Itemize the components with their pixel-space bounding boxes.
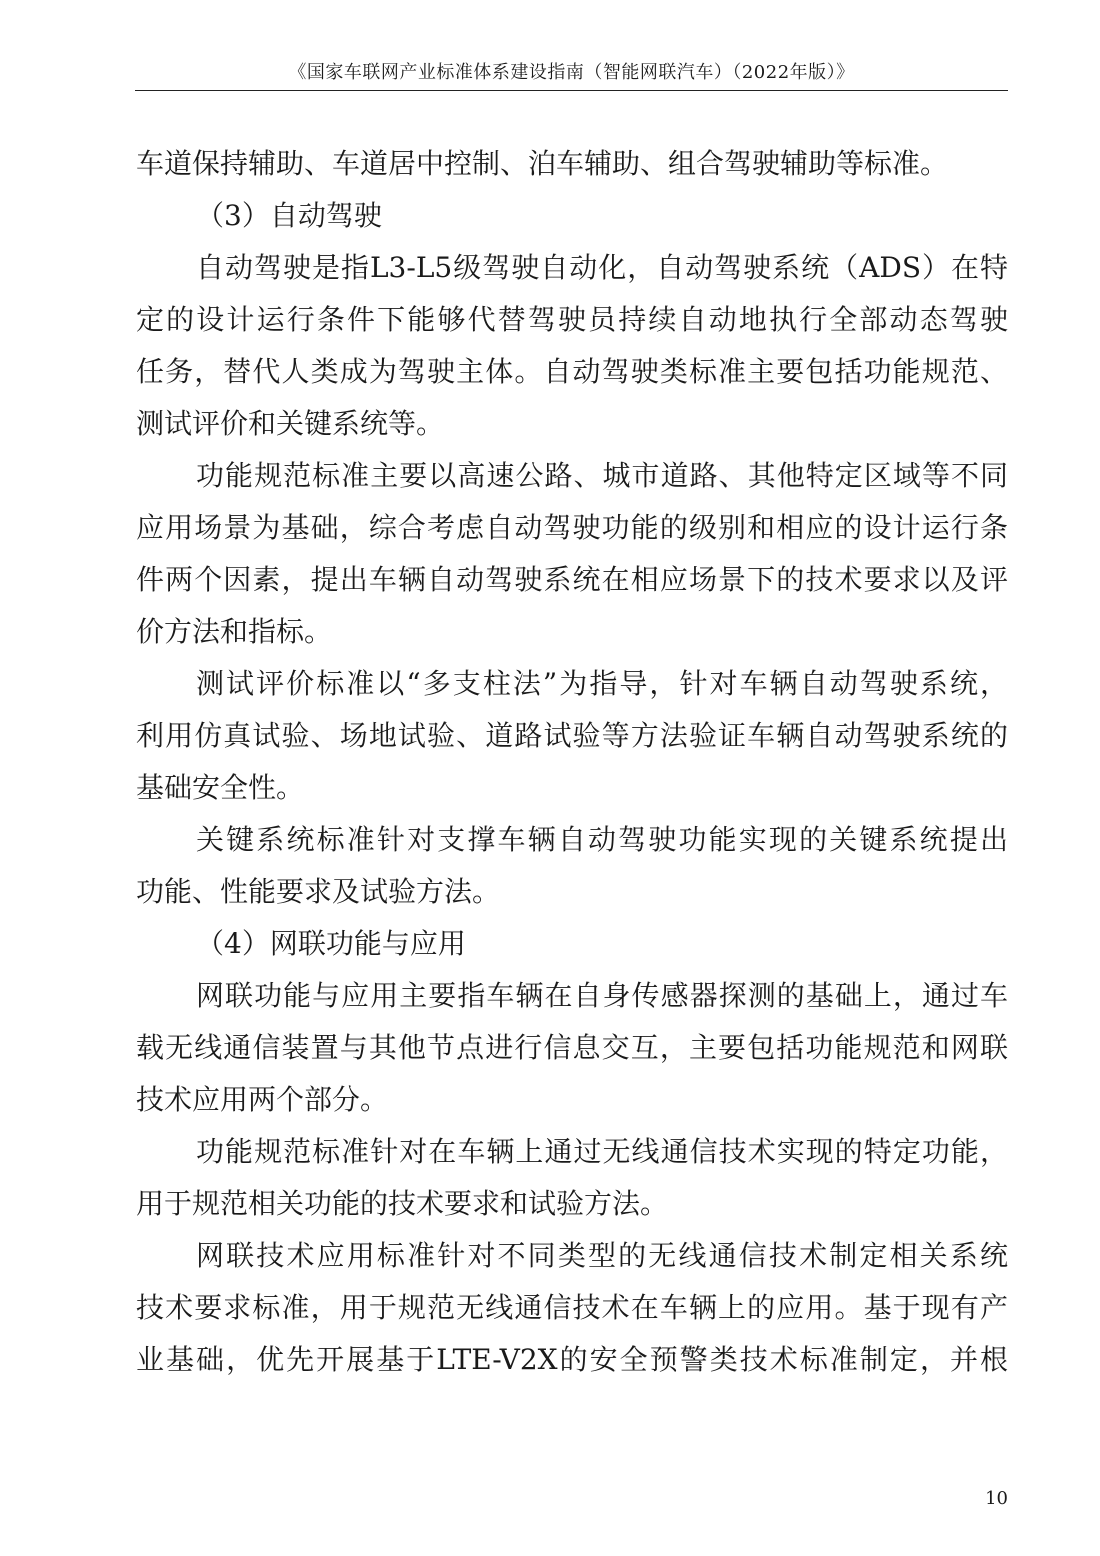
page-number: 10 [985, 1488, 1008, 1509]
paragraph-line: 载无线通信装置与其他节点进行信息交互，主要包括功能规范和网联 [136, 1031, 1008, 1064]
paragraph-line: 任务，替代人类成为驾驶主体。自动驾驶类标准主要包括功能规范、 [136, 355, 1008, 388]
paragraph-line: 网联技术应用标准针对不同类型的无线通信技术制定相关系统 [196, 1239, 1008, 1272]
paragraph-line: 价方法和指标。 [136, 615, 333, 648]
paragraph-line: 基础安全性。 [136, 771, 305, 804]
paragraph-line: 用于规范相关功能的技术要求和试验方法。 [136, 1187, 669, 1220]
section-heading-connected-functions: （4）网联功能与应用 [196, 927, 466, 960]
running-header: 《国家车联网产业标准体系建设指南（智能网联汽车）（2022年版）》 [288, 62, 855, 83]
paragraph-line: 测试评价标准以“多支柱法”为指导，针对车辆自动驾驶系统， [196, 667, 1008, 700]
paragraph-line: 功能、性能要求及试验方法。 [136, 875, 501, 908]
paragraph-line: 自动驾驶是指L3-L5级驾驶自动化，自动驾驶系统（ADS）在特 [196, 251, 1008, 284]
paragraph-line: 应用场景为基础，综合考虑自动驾驶功能的级别和相应的设计运行条 [136, 511, 1008, 544]
paragraph-line: 车道保持辅助、车道居中控制、泊车辅助、组合驾驶辅助等标准。 [136, 147, 949, 180]
paragraph-line: 网联功能与应用主要指车辆在自身传感器探测的基础上，通过车 [196, 979, 1008, 1012]
paragraph-line: 定的设计运行条件下能够代替驾驶员持续自动地执行全部动态驾驶 [136, 303, 1008, 336]
paragraph-line: 功能规范标准针对在车辆上通过无线通信技术实现的特定功能， [196, 1135, 1008, 1168]
paragraph-line: 技术要求标准，用于规范无线通信技术在车辆上的应用。基于现有产 [136, 1291, 1008, 1324]
paragraph-line: 关键系统标准针对支撑车辆自动驾驶功能实现的关键系统提出 [196, 823, 1008, 856]
paragraph-line: 业基础，优先开展基于LTE-V2X的安全预警类技术标准制定，并根 [136, 1343, 1008, 1376]
paragraph-line: 件两个因素，提出车辆自动驾驶系统在相应场景下的技术要求以及评 [136, 563, 1008, 596]
paragraph-line: 测试评价和关键系统等。 [136, 407, 445, 440]
header-rule [135, 90, 1008, 91]
paragraph-line: 功能规范标准主要以高速公路、城市道路、其他特定区域等不同 [196, 459, 1008, 492]
section-heading-autonomous-driving: （3）自动驾驶 [196, 199, 382, 232]
paragraph-line: 技术应用两个部分。 [136, 1083, 389, 1116]
paragraph-line: 利用仿真试验、场地试验、道路试验等方法验证车辆自动驾驶系统的 [136, 719, 1008, 752]
